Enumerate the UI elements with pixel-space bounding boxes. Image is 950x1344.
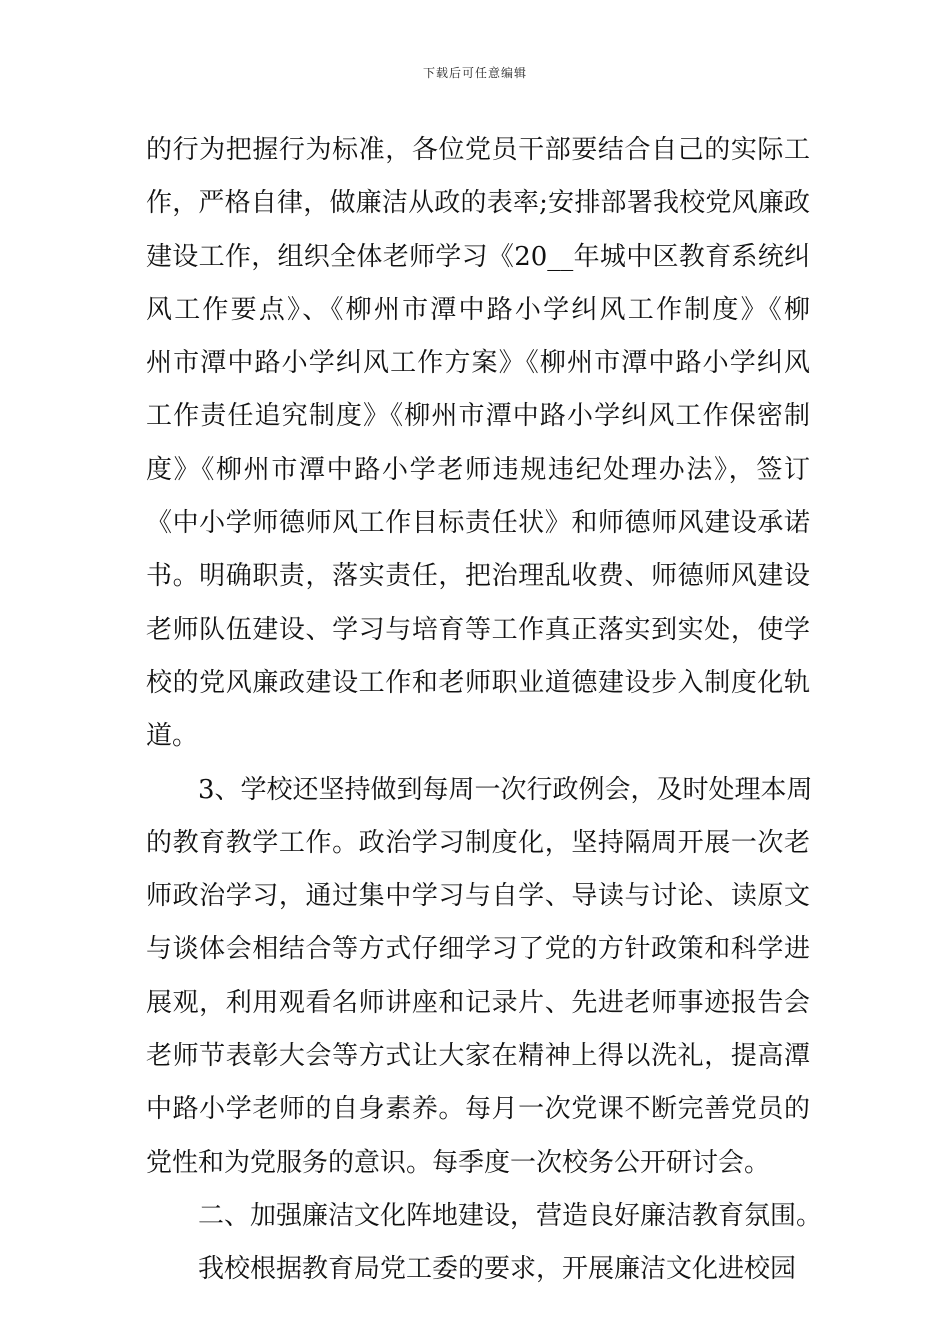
text-line: 建设工作，组织全体老师学习《20__年城中区教育系统纠 [146, 241, 810, 272]
text-line: 师政治学习，通过集中学习与自学、导读与讨论、读原文 [146, 881, 810, 912]
text-line: 老师队伍建设、学习与培育等工作真正落实到实处，使学 [146, 614, 810, 645]
text-line: 度》《柳州市潭中路小学老师违规违纪处理办法》，签订 [146, 454, 810, 485]
text-line: 道。 [146, 721, 199, 752]
text-line: 党性和为党服务的意识。每季度一次校务公开研讨会。 [146, 1147, 771, 1178]
text-line: 展观，利用观看名师讲座和记录片、先进老师事迹报告会 [146, 987, 810, 1018]
text-line: 书。明确职责，落实责任，把治理乱收费、师德师风建设 [146, 561, 810, 592]
text-line: 作，严格自律，做廉洁从政的表率;安排部署我校党风廉政 [146, 188, 810, 219]
text-line: 风工作要点》、《柳州市潭中路小学纠风工作制度》《柳 [146, 294, 810, 325]
text-line: 3、学校还坚持做到每周一次行政例会，及时处理本周 [146, 774, 813, 805]
text-line: 与谈体会相结合等方式仔细学习了党的方针政策和科学进 [146, 934, 810, 965]
text-line: 州市潭中路小学纠风工作方案》《柳州市潭中路小学纠风 [146, 348, 810, 379]
text-line: 的教育教学工作。政治学习制度化，坚持隔周开展一次老 [146, 827, 810, 858]
text-line: 老师节表彰大会等方式让大家在精神上得以洗礼，提高潭 [146, 1041, 810, 1072]
page-header: 下载后可任意编辑 [422, 66, 527, 80]
text-line: 中路小学老师的自身素养。每月一次党课不断完善党员的 [146, 1094, 810, 1125]
text-line: 工作责任追究制度》《柳州市潭中路小学纠风工作保密制 [146, 401, 810, 432]
text-line: 校的党风廉政建设工作和老师职业道德建设步入制度化轨 [146, 667, 810, 698]
text-line: 我校根据教育局党工委的要求，开展廉洁文化进校园 [146, 1254, 797, 1285]
text-line: 的行为把握行为标准，各位党员干部要结合自己的实际工 [146, 135, 810, 165]
document-body [146, 124, 823, 1297]
text-line: 《中小学师德师风工作目标责任状》和师德师风建设承诺 [146, 508, 810, 539]
section-heading: 二、加强廉洁文化阵地建设，营造良好廉洁教育氛围。 [146, 1200, 823, 1231]
